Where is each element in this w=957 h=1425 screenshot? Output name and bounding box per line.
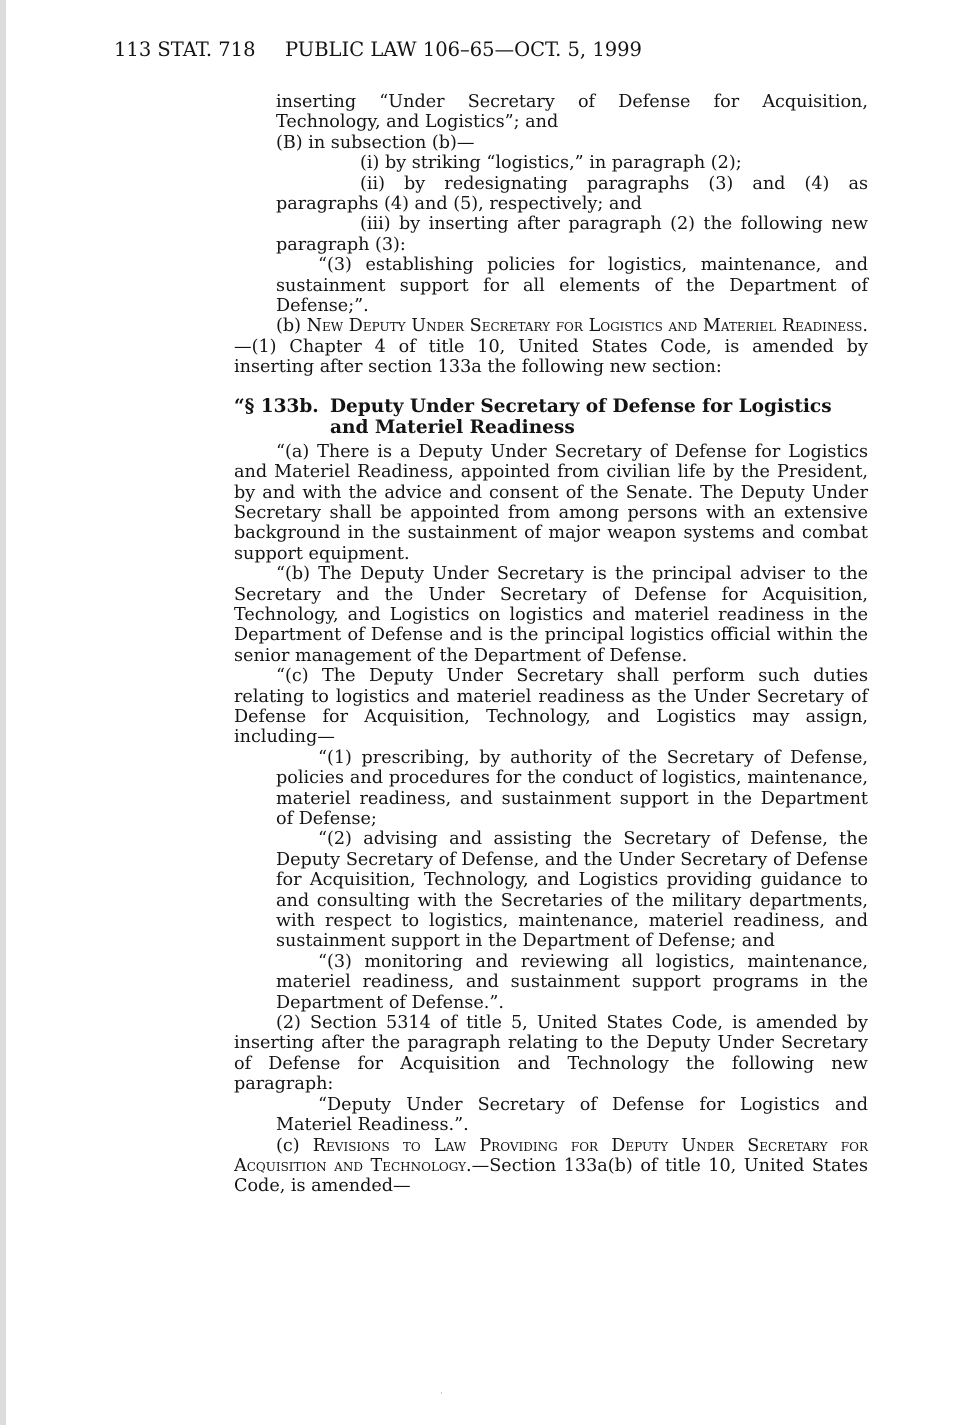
scan-edge [0,0,6,1425]
section-paragraph-b: “(b) The Deputy Under Secretary is the principal adviser to the Secretary and the Under Secretary of Defense for Acquisition, Technology, and Logistics on logistics and materiel readiness in the Department of Defense and is the principal logistics official within the senior management of the Department of Defense. [234,564,868,666]
text-paragraph: (iii) by inserting after paragraph (2) the following new paragraph (3): [276,214,868,255]
page-reference: 113 STAT. 718 [114,38,256,61]
scan-speck: · [440,1389,443,1399]
subsection-caption: New Deputy Under Secretary for Logistics and Materiel Readiness. [306,316,868,337]
subsection-text: —Section 133a(b) of title 10, United States Code, is amended— [234,1155,868,1197]
section-title: Deputy Under Secretary of Defense for Logistics and Materiel Readiness [330,395,832,438]
text-paragraph: (ii) by redesignating paragraphs (3) and (4) as paragraphs (4) and (5), respectively; and [276,173,868,215]
document-body [234,92,868,1197]
quoted-paragraph: “(3) establishing policies for logistics, maintenance, and sustainment support for all elements of the Department of Defense;”. [276,255,868,317]
subsection-b [234,316,868,377]
running-header [114,38,642,61]
section-number: “§ 133b. [234,395,319,417]
section-clause-1: “(1) prescribing, by authority of the Secretary of Defense, policies and procedures for the conduct of logistics, maintenance, materiel readiness, and sustainment support in the Department of Defense; [276,747,868,829]
subsection-caption: Revisions to Law Providing for Deputy Under Secretary for Acquisition and Technology. [234,1135,868,1176]
text-paragraph: (2) Section 5314 of title 5, United States Code, is amended by inserting after the paragraph relating to the Deputy Under Secretary of Defense for Acquisition and Technology the following new paragraph: [234,1013,868,1095]
quoted-paragraph: “Deputy Under Secretary of Defense for Logistics and Materiel Readiness.”. [276,1094,868,1136]
text-paragraph: inserting “Under Secretary of Defense for Acquisition, Technology, and Logistics”; and [276,92,868,133]
section-heading [234,396,868,438]
law-title: PUBLIC LAW 106–65—OCT. 5, 1999 [285,38,642,61]
section-paragraph-a: “(a) There is a Deputy Under Secretary of Defense for Logistics and Materiel Readiness, appointed from civilian life by the President, by and with the advice and consent of the Senate. The Deputy Under Secretary shall be appointed from among persons with an extensive background in the sustainment of major weapon systems and combat support equipment. [234,441,868,564]
section-clause-3: “(3) monitoring and reviewing all logistics, maintenance, materiel readiness, and sustainment support programs in the Department of Defense.”. [276,951,868,1013]
text-paragraph: (B) in subsection (b)— [276,132,475,153]
subsection-label: (b) [276,316,307,337]
subsection-text: —(1) Chapter 4 of title 10, United States Code, is amended by inserting after section 133a the following new section: [234,336,868,378]
text-paragraph: (i) by striking “logistics,” in paragraph (2); [360,153,742,174]
section-clause-2: “(2) advising and assisting the Secretary of Defense, the Deputy Secretary of Defense, and the Under Secretary of Defense for Acquisition, Technology, and Logistics providing guidance to and consulting with the Secretaries of the military departments, with respect to logistics, maintenance, materiel readiness, and sustainment support in the Department of Defense; and [276,829,868,952]
subsection-label: (c) [276,1135,313,1156]
section-paragraph-c: “(c) The Deputy Under Secretary shall perform such duties relating to logistics and materiel readiness as the Under Secretary of Defense for Acquisition, Technology, and Logistics may assign, including— [234,666,868,748]
subsection-c [234,1136,868,1197]
